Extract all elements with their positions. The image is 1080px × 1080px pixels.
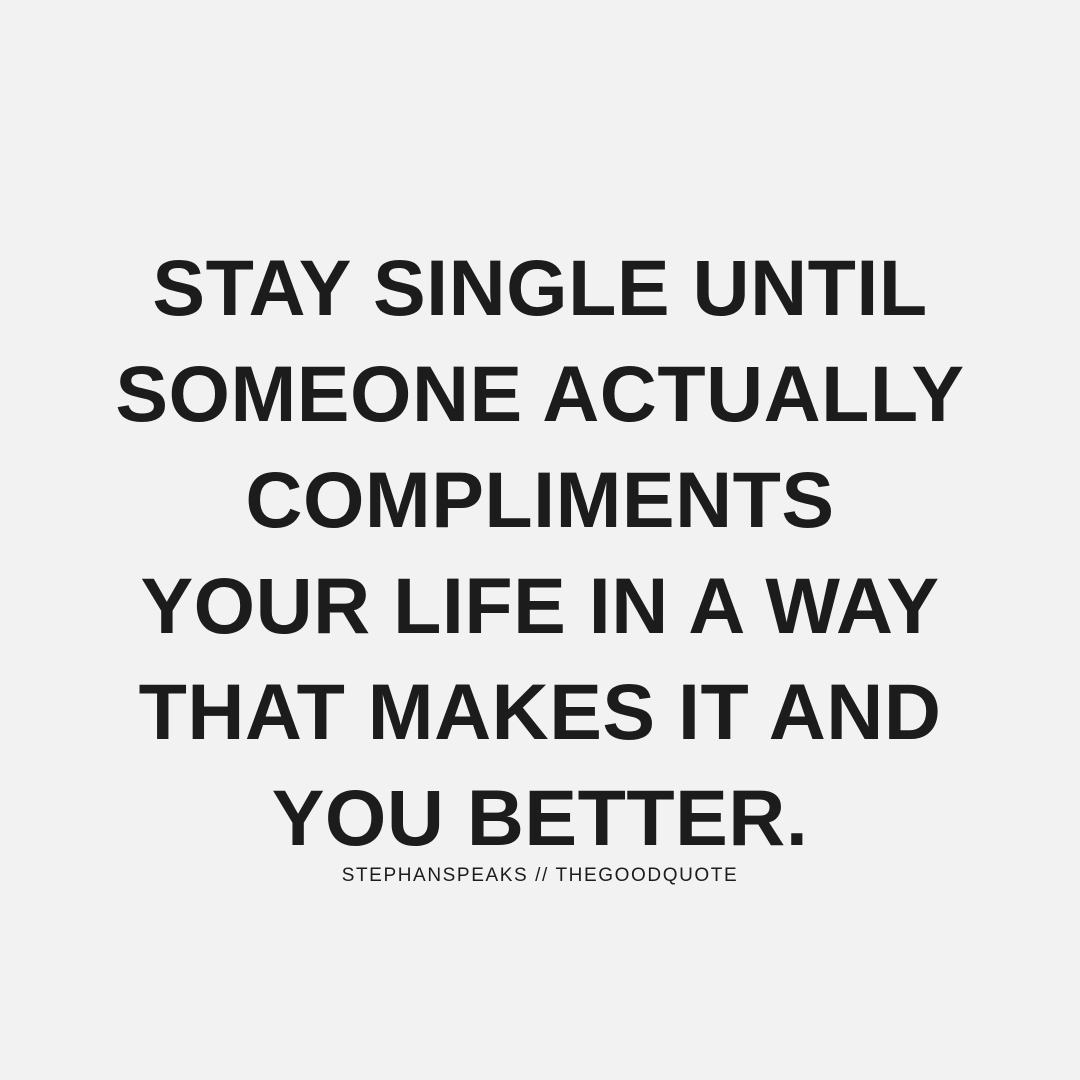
quote-line: YOUR LIFE IN A WAY: [140, 561, 940, 650]
quote-line: SOMEONE ACTUALLY: [115, 349, 965, 438]
attribution-credit: STEPHANSPEAKS // THEGOODQUOTE: [341, 865, 739, 886]
quote-line: YOU BETTER.: [271, 773, 809, 862]
quote-line: STAY SINGLE UNTIL: [152, 243, 928, 332]
quote-line: THAT MAKES IT AND: [138, 667, 942, 756]
quote-text: [0, 235, 1080, 871]
quote-line: COMPLIMENTS: [245, 455, 835, 544]
